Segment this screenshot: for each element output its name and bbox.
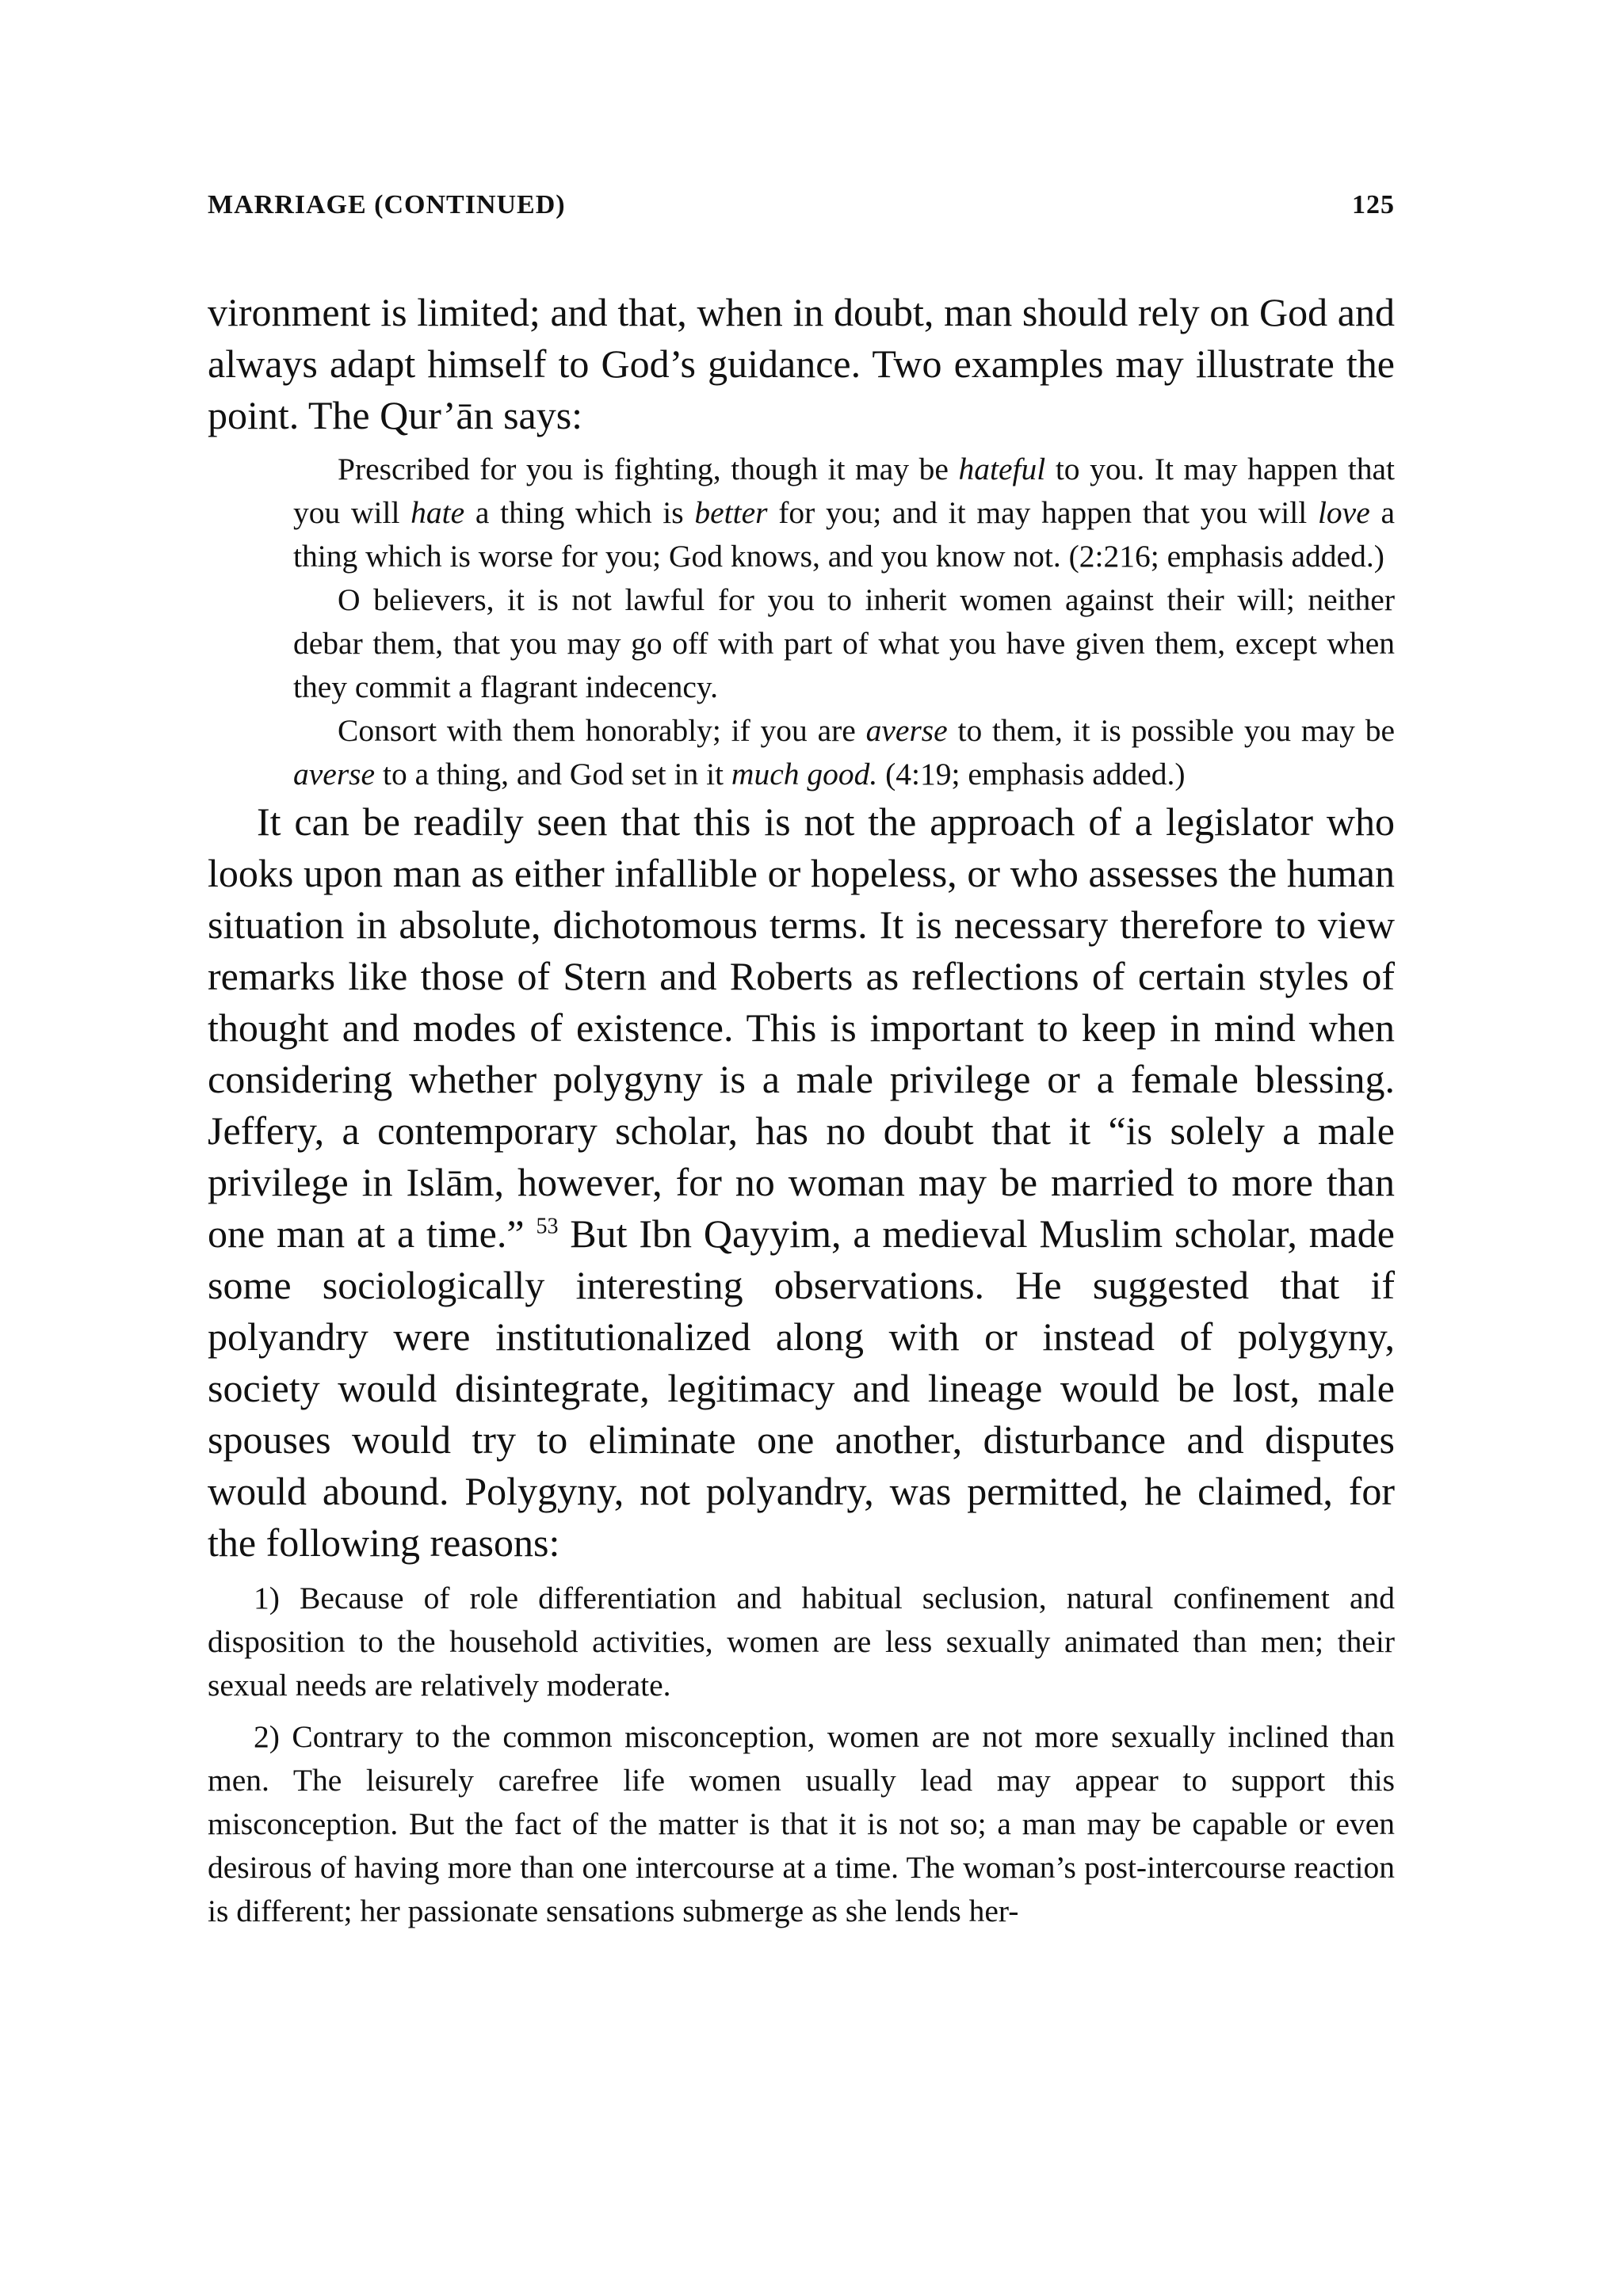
reason-item: 1) Because of role differentiation and habitual seclusion, natural confinement and disposition to the household activities, women are less sexually animated than men; their sexual needs are relatively moderate. — [208, 1581, 1395, 1703]
running-head — [208, 190, 1395, 230]
paragraph-text: It can be readily seen that this is not the approach of a legislator who looks upon man as either infallible or hopeless, or who assesses the human situation in absolute, dichotomous terms. It is necessary therefore to view remarks like those of Stern and Roberts as reflections of certain styles of thought and modes of existence. This is important to keep in mind when considering whether polygyny is a male privilege or a female blessing. Jeffery, a contemporary scholar, has no doubt that it “is solely a male privilege in Islām, however, for no woman may be married to more than one man at a time.” — [208, 799, 1395, 1256]
quote-text: to you. It may happen that you will — [293, 452, 1395, 530]
quote-emphasis: hate — [411, 495, 465, 530]
running-title: MARRIAGE (CONTINUED) — [208, 190, 566, 219]
quote-text: to a thing, and God set in it — [375, 757, 731, 791]
quote-text: (4:19; emphasis added.) — [877, 757, 1186, 791]
quote-4-19-part2 — [293, 709, 1395, 796]
reasons-list — [208, 1577, 1395, 1933]
paragraph-continued: vironment is limited; and that, when in doubt, man should rely on God and always adapt himself to God’s guidance. Two examples may illustrate the point. The Qur’ān says: — [208, 290, 1395, 437]
quote-emphasis: hateful — [958, 452, 1046, 486]
paragraph-main — [208, 796, 1395, 1569]
reason-item: 2) Contrary to the common misconception, women are not more sexually inclined than men. The leisurely carefree life women usually lead may appear to support this misconception. But the fact of the matter is that it is not so; a man may be capable or even desirous of having more than one intercourse at a time. The woman’s post-intercourse reaction is different; her passionate sensations submerge as she lends her- — [208, 1719, 1395, 1928]
quote-emphasis: averse — [293, 757, 376, 791]
quote-2-216 — [293, 448, 1395, 578]
quote-text: to them, it is possible you may be — [947, 713, 1395, 748]
quote-text: Prescribed for you is fighting, though it may be — [338, 452, 959, 486]
paragraph-text: But Ibn Qayyim, a medieval Muslim scholar, made some sociologically interesting observations. He suggested that if polyandry were institutionalized along with or instead of polygyny, society would disintegrate, legitimacy and lineage would be lost, male spouses would try to eliminate one another, disturbance and disputes would abound. Polygyny, not polyandry, was permitted, he claimed, for the following reasons: — [208, 1211, 1396, 1565]
quote-4-19-part1: O believers, it is not lawful for you to inherit women against their will; neither debar them, that you may go off with part of what you have given them, except when they commit a flagrant indecency. — [293, 582, 1395, 704]
footnote-reference: 53 — [536, 1214, 559, 1239]
quote-emphasis: averse — [865, 713, 948, 748]
quote-emphasis: much good. — [731, 757, 878, 791]
quote-text: a thing which is worse for you; God knows, and you know not. (2:216; emphasis added.) — [293, 495, 1395, 574]
quote-emphasis: love — [1317, 495, 1370, 530]
block-quote — [293, 448, 1395, 796]
page-body — [208, 287, 1395, 1941]
quote-text: a thing which is — [464, 495, 695, 530]
quote-text: for you; and it may happen that you will — [767, 495, 1318, 530]
quote-text: Consort with them honorably; if you are — [338, 713, 866, 748]
quote-emphasis: better — [694, 495, 768, 530]
page-number: 125 — [1352, 190, 1395, 219]
